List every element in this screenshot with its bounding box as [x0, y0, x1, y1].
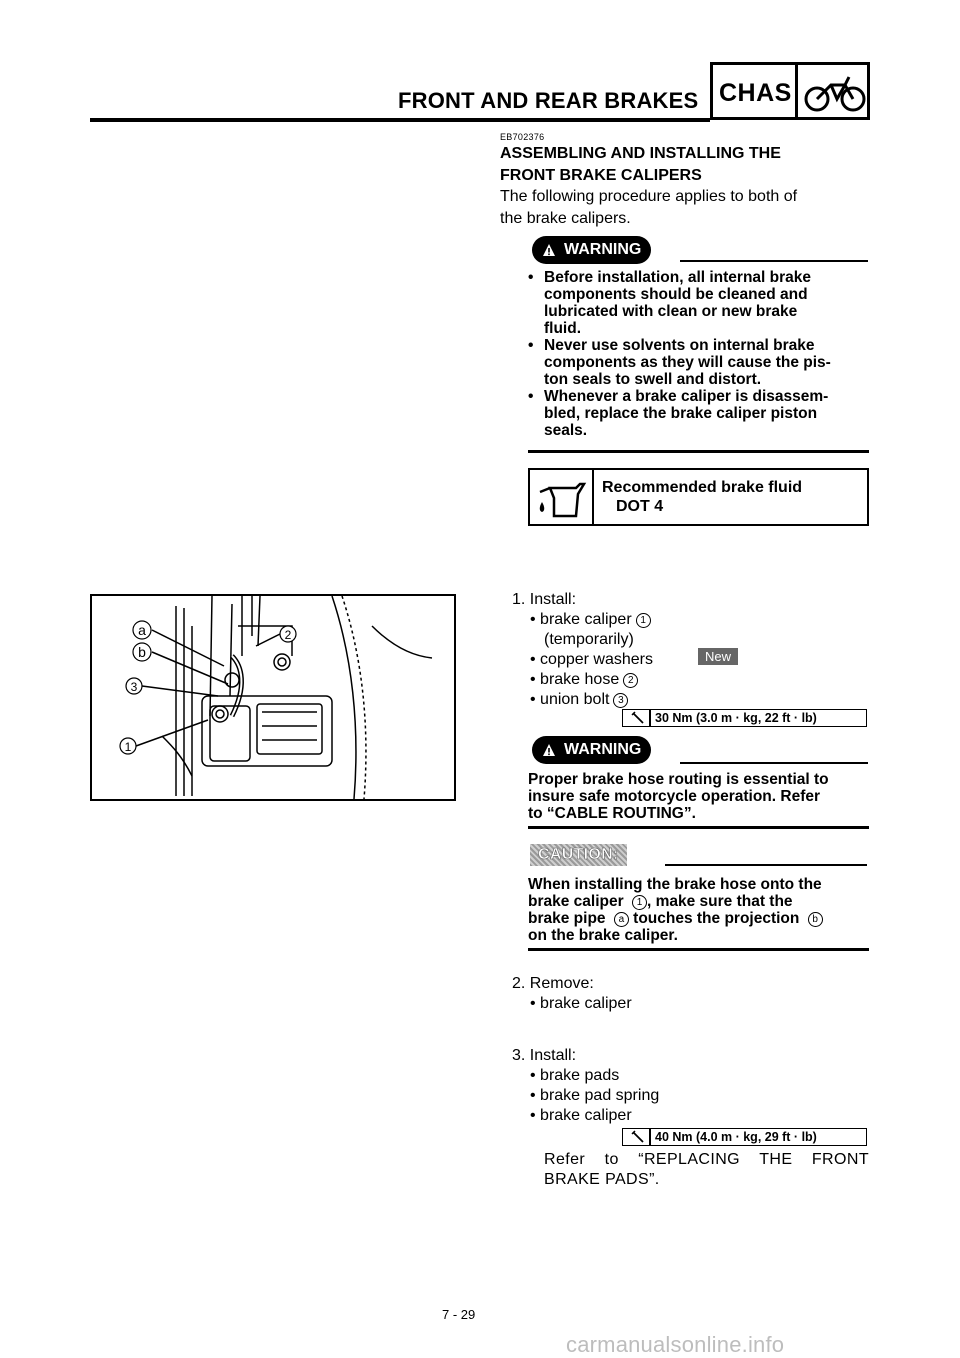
- warning-badge: [532, 736, 651, 764]
- warning-rule: [680, 260, 868, 262]
- oil-can-icon: [536, 476, 588, 520]
- warning-rule: [680, 762, 868, 764]
- list-item: • union bolt 3: [530, 690, 653, 710]
- step-1-heading: 1. Install:: [512, 591, 577, 608]
- step-2-items: [530, 994, 632, 1014]
- section-badge: [710, 62, 870, 120]
- step-1-items: [530, 610, 653, 710]
- intro-text: [500, 186, 870, 230]
- motorcycle-icon: [801, 71, 871, 115]
- warning-item: • Whenever a brake caliper is disassem- bled, replace the brake caliper piston seals.: [528, 388, 870, 439]
- torque-spec: [622, 1128, 867, 1146]
- torque-value: 30 Nm (3.0 m · kg, 22 ft · lb): [655, 711, 817, 725]
- caliper-drawing: [92, 596, 454, 799]
- fluid-label: Recommended brake fluid: [602, 479, 803, 496]
- list-item: • brake pad spring: [530, 1087, 660, 1104]
- caution-badge: CAUTION:: [530, 844, 627, 866]
- fluid-divider: [592, 470, 594, 524]
- list-item: • brake pads: [530, 1067, 620, 1084]
- section-code: EB702376: [500, 132, 545, 142]
- refer-text: Refer to “REPLACING THE FRONT BRAKE PADS”.: [544, 1151, 869, 1188]
- caliper-illustration: [90, 594, 456, 801]
- section-heading: [500, 143, 870, 187]
- badge-divider: [795, 65, 798, 117]
- figure-label-3: 3: [130, 680, 138, 694]
- caution-rule: [665, 864, 867, 866]
- warning-label: WARNING: [564, 241, 642, 258]
- step-2-heading: 2. Remove:: [512, 975, 594, 992]
- warning-end-rule: [528, 826, 869, 829]
- footer-watermark[interactable]: carmanualsonline.info: [566, 1332, 785, 1357]
- warning-label: WARNING: [564, 741, 642, 758]
- caution-end-rule: [528, 948, 869, 951]
- warning-end-rule: [528, 450, 869, 453]
- warning-list: [528, 269, 870, 439]
- torque-divider: [649, 710, 651, 726]
- torque-value: 40 Nm (4.0 m · kg, 29 ft · lb): [655, 1130, 817, 1144]
- section-heading-line2: FRONT BRAKE CALIPERS: [500, 167, 702, 184]
- fluid-value: DOT 4: [616, 498, 664, 515]
- list-item: • copper washers: [530, 651, 653, 668]
- warning-triangle-icon: [542, 243, 556, 257]
- warning-item: • Never use solvents on internal brake components as they will cause the pis- ton seals to swell and distort.: [528, 337, 870, 388]
- header-rule: [90, 118, 710, 122]
- warning-text: Proper brake hose routing is essential to insure safe motorcycle operation. Refer to “CABLE ROUTING”.: [528, 771, 829, 822]
- fluid-text: [602, 478, 802, 516]
- recommended-fluid-box: [528, 468, 869, 526]
- figure-label-b: b: [138, 644, 146, 660]
- warning-item: • Before installation, all internal brake components should be cleaned and lubricated with clean or new brake fluid.: [528, 269, 870, 337]
- section-badge-label: CHAS: [719, 79, 792, 107]
- caution-text: When installing the brake hose onto the brake caliper 1 , make sure that the brake pipe a touches the projection b on the brake caliper.: [528, 876, 822, 944]
- torque-spec: [622, 709, 867, 727]
- list-item: (temporarily): [544, 631, 634, 648]
- intro-line1: The following procedure applies to both of: [500, 188, 798, 205]
- page-title: FRONT AND REAR BRAKES: [398, 88, 699, 113]
- page-number: 7 - 29: [442, 1307, 476, 1322]
- section-heading-line1: ASSEMBLING AND INSTALLING THE: [500, 145, 781, 162]
- step-3-heading: 3. Install:: [512, 1047, 577, 1064]
- intro-line2: the brake calipers.: [500, 210, 631, 227]
- list-item: • brake caliper 1: [530, 610, 653, 630]
- step-3-items: [530, 1066, 659, 1126]
- torque-divider: [649, 1129, 651, 1145]
- figure-label-2: 2: [284, 628, 292, 642]
- wrench-icon: [631, 1130, 645, 1144]
- warning-triangle-icon: [542, 743, 556, 757]
- warning-badge: [532, 236, 651, 264]
- figure-label-a: a: [138, 622, 146, 638]
- new-part-badge: New: [698, 648, 738, 665]
- list-item: • brake hose 2: [530, 670, 653, 690]
- figure-label-1: 1: [124, 740, 132, 754]
- list-item: • brake caliper: [530, 1107, 632, 1124]
- list-item: • brake caliper: [530, 995, 632, 1012]
- wrench-icon: [631, 711, 645, 725]
